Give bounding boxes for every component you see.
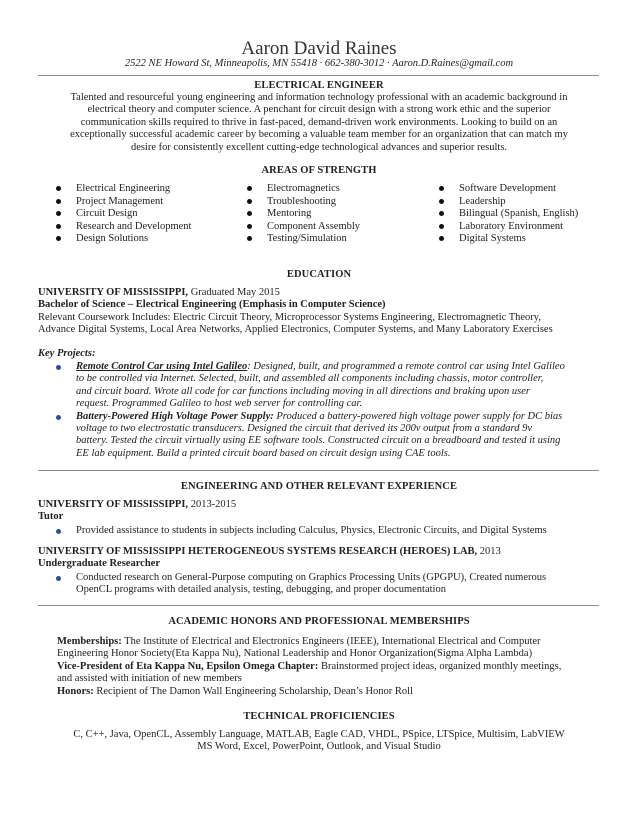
bullet-icon: [247, 211, 252, 216]
strengths-column-2: [247, 183, 437, 246]
bullet-icon: [56, 236, 61, 241]
list-item: Electromagnetics: [247, 183, 437, 196]
job-role: Tutor: [38, 511, 64, 523]
list-item: Electrical Engineering: [56, 183, 246, 196]
list-item: Laboratory Environment: [439, 221, 629, 234]
bullet-icon: [247, 186, 252, 191]
strengths-column-3: [439, 183, 629, 246]
bullet-icon: [247, 199, 252, 204]
bullet-icon: [439, 224, 444, 229]
honors-title: ACADEMIC HONORS AND PROFESSIONAL MEMBERSHIPS: [168, 616, 470, 627]
section-divider: [38, 605, 599, 606]
list-item: Conducted research on General-Purpose computing on Graphics Processing Units (GPGPU), Created numerous OpenCL programs with detailed analysis, testing, debugging, and proper documentation: [76, 572, 608, 597]
job-role: Undergraduate Researcher: [38, 558, 160, 570]
bullet-icon: [439, 211, 444, 216]
summary-line: exceptionally successful academic career by becoming a valuable team member for an organization that can match my: [70, 129, 568, 141]
memberships-label: Memberships:: [57, 636, 122, 647]
school-name: UNIVERSITY OF MISSISSIPPI,: [38, 287, 189, 298]
strengths-column-1: [56, 183, 246, 246]
summary-line: communication skills required to thrive in fast-paced, demand-driven work environments. Looking to build on an: [80, 116, 558, 128]
list-item: Mentoring: [247, 208, 437, 221]
bullet-icon: [56, 415, 61, 420]
header-divider: [38, 75, 599, 76]
bullet-icon: [56, 224, 61, 229]
summary-title: ELECTRICAL ENGINEER: [254, 80, 384, 91]
list-item: Circuit Design: [56, 208, 246, 221]
bullet-icon: [56, 211, 61, 216]
list-item: Research and Development: [56, 221, 246, 234]
school-line: [38, 287, 608, 299]
list-item: Design Solutions: [56, 233, 246, 246]
bullet-icon: [439, 236, 444, 241]
summary-line: electrical theory and computer science. A penchant for circuit design with a strong work ethic and the superior: [87, 104, 551, 116]
list-item: Bilingual (Spanish, English): [439, 208, 629, 221]
summary-line: desire for consistently excellent cutting-edge technological advances and superior results.: [130, 141, 508, 153]
list-item: Provided assistance to students in subjects including Calculus, Physics, Electronic Circuits, and Digital Systems: [76, 525, 608, 537]
project-list: [76, 361, 608, 460]
technical-line: C, C++, Java, OpenCL, Assembly Language, MATLAB, Eagle CAD, VHDL, PSpice, LTSpice, Multisim, LabVIEW: [73, 729, 565, 740]
technical-title: TECHNICAL PROFICIENCIES: [243, 711, 395, 722]
bullet-icon: [56, 576, 61, 581]
bullet-icon: [56, 529, 61, 534]
bullet-icon: [56, 199, 61, 204]
list-item: Component Assembly: [247, 221, 437, 234]
bullet-icon: [439, 186, 444, 191]
honors-block: Memberships: The Institute of Electrical and Electronics Engineers (IEEE), International Electrical and Computer Engineering Honor Society(Eta Kappa Nu), National Leadership and Honor Organization(Sigma Alpha Lambda) Vice-President of Eta Kappa Nu, Epsilon Omega Chapter: Brainstormed project ideas, organized monthly meetings, and assisted with initiation of new members Honors: Recipient of The Damon Wall Engineering Scholarship, Dean’s Honor Roll: [57, 636, 562, 697]
honors-label: Honors:: [57, 685, 94, 697]
bullet-icon: [247, 224, 252, 229]
experience-title: ENGINEERING AND OTHER RELEVANT EXPERIENCE: [180, 481, 458, 492]
technical-block: [30, 729, 608, 754]
project-title: Battery-Powered High Voltage Power Supply:: [76, 410, 274, 422]
organization: UNIVERSITY OF MISSISSIPPI HETEROGENEOUS SYSTEMS RESEARCH (HEROES) LAB,: [38, 546, 478, 557]
dates: 2013: [477, 546, 501, 557]
degree: Bachelor of Science – Electrical Engineering (Emphasis in Computer Science): [38, 299, 386, 311]
bullet-icon: [439, 199, 444, 204]
list-item: Project Management: [56, 196, 246, 209]
project-item: Battery-Powered High Voltage Power Supply: Produced a battery-powered high voltage power supply for DC bias voltage to two electrostatic transducers. Designed the circuit that derived its 200v output from a standard 9v battery. Tested the circuit virtually using EE software tools. Constructed circuit on a breadboard and tested it using EE lab equipment. Build a printed circuit board based on circuit design using CAE tools.: [76, 411, 608, 461]
list-item: Testing/Simulation: [247, 233, 437, 246]
job-entry: [38, 499, 608, 537]
technical-line: MS Word, Excel, PowerPoint, Outlook, and Visual Studio: [197, 741, 441, 753]
summary-paragraph: [30, 92, 608, 154]
coursework-line: Relevant Coursework Includes: Electric Circuit Theory, Microprocessor Systems Engineering, Electromagnetic Theory,: [38, 311, 541, 323]
vice-president-label: Vice-President of Eta Kappa Nu, Epsilon Omega Chapter:: [57, 660, 319, 672]
section-divider: [38, 470, 599, 471]
education-title: EDUCATION: [286, 269, 352, 280]
bullet-icon: [247, 236, 252, 241]
list-item: Leadership: [439, 196, 629, 209]
bullet-icon: [56, 365, 61, 370]
project-title: Remote Control Car using Intel Galileo: [76, 361, 248, 372]
coursework-line: Advance Digital Systems, Local Area Networks, Applied Electronics, Computer Systems, and Many Laboratory Exercises: [38, 324, 553, 336]
bullet-icon: [56, 186, 61, 191]
dates: 2013-2015: [188, 499, 237, 510]
list-item: Troubleshooting: [247, 196, 437, 209]
list-item: Digital Systems: [439, 233, 629, 246]
summary-line: Talented and resourceful young engineering and information technology professional with an academic background in: [70, 92, 568, 103]
candidate-name: Aaron David Raines: [241, 38, 397, 59]
education-block: [38, 287, 608, 337]
strengths-title: AREAS OF STRENGTH: [261, 165, 377, 176]
graduation-date: Graduated May 2015: [188, 287, 280, 298]
project-item: Remote Control Car using Intel Galileo: Designed, built, and programmed a remote control car using Intel Galileo to be controlled via Internet. Selected, built, and assembled all components including chassis, motor controller, and circuit board. Wrote all code for car functions including moving in all directions and braking upon user request. Programmed Galileo to host web server for controlling car.: [76, 361, 608, 411]
organization: UNIVERSITY OF MISSISSIPPI,: [38, 499, 189, 510]
list-item: Software Development: [439, 183, 629, 196]
contact-line: 2522 NE Howard St, Minneapolis, MN 55418 · 662-380-3012 · Aaron.D.Raines@gmail.com: [124, 58, 514, 69]
key-projects-label: Key Projects:: [38, 348, 96, 359]
job-entry: [38, 546, 608, 597]
